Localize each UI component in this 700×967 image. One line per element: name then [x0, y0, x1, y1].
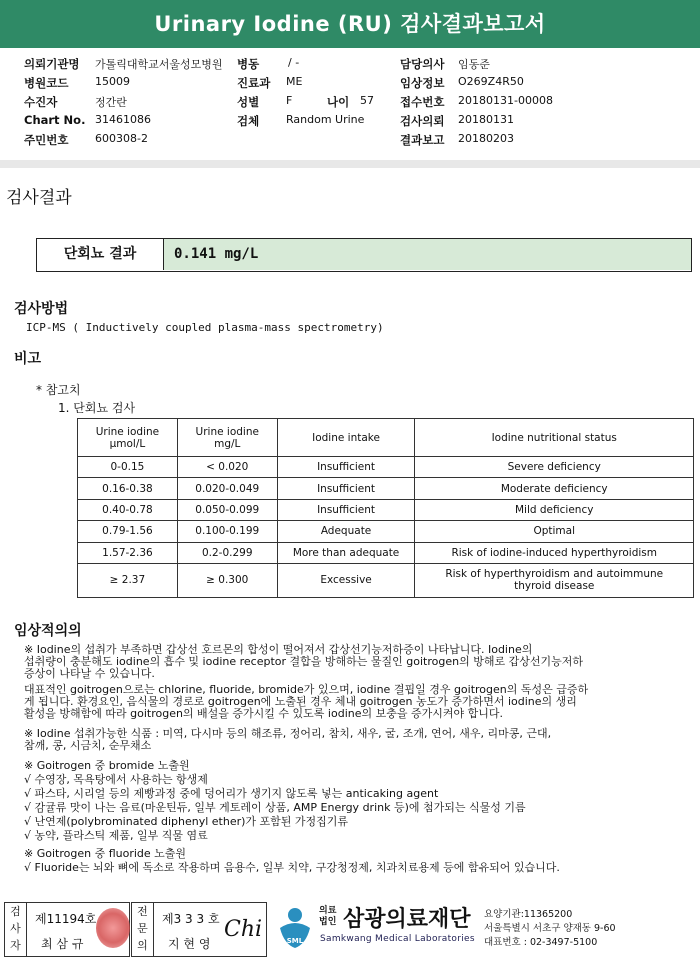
- clinical-line: ※ Goitrogen 중 bromide 노출원: [24, 759, 190, 772]
- table-row: [78, 478, 694, 499]
- info-row-3: [0, 94, 700, 112]
- table-cell: Risk of iodine-induced hyperthyroidism: [415, 542, 694, 563]
- clinical-line: 활성을 방해함에 따라 goitrogen의 배설을 증가시킬 수 있도록 iodine의 보충을 증가시켜야 합니다.: [24, 707, 503, 720]
- clinical-info-label: 임상정보: [400, 76, 445, 90]
- sex-label: 성별: [237, 95, 260, 109]
- result-box: [36, 238, 692, 272]
- specimen-label: 검체: [237, 114, 260, 128]
- col-header-mg: [177, 419, 277, 457]
- clinical-line: ※ Iodine의 섭취가 부족하면 갑상선 호르몬의 합성이 떨어져서 갑상선기능저하증이 나타납니다. Iodine의: [24, 643, 533, 656]
- table-cell: Severe deficiency: [415, 457, 694, 478]
- table-cell: Insufficient: [277, 478, 415, 499]
- col-header-intake-text: Iodine intake: [312, 431, 380, 444]
- chart-no-value: 31461086: [95, 113, 151, 126]
- resident-no-value: 600308-2: [95, 132, 148, 145]
- reference-table-header: [78, 419, 694, 457]
- table-row: [78, 563, 694, 597]
- institution-label: 의뢰기관명: [24, 57, 80, 71]
- table-cell: 1.57-2.36: [78, 542, 178, 563]
- table-cell: Insufficient: [277, 457, 415, 478]
- specialist-box: [131, 902, 267, 957]
- table-cell: < 0.020: [177, 457, 277, 478]
- org-name: 삼광의료재단: [343, 907, 471, 932]
- sml-logo-icon: [276, 906, 314, 952]
- table-row: [78, 521, 694, 542]
- col-header-status-text: Iodine nutritional status: [491, 431, 617, 444]
- receipt-no-label: 접수번호: [400, 95, 445, 109]
- reference-table: [77, 418, 694, 598]
- results-heading: 검사결과: [6, 188, 72, 208]
- result-report-value: 20180203: [458, 132, 514, 145]
- table-row: [78, 542, 694, 563]
- org-type: 의료 법인: [319, 906, 337, 927]
- hospital-code-label: 병원코드: [24, 76, 69, 90]
- method-heading: 검사방법: [14, 301, 69, 317]
- hospital-code-value: 15009: [95, 75, 130, 88]
- table-cell: Mild deficiency: [415, 499, 694, 520]
- separator-band: [0, 160, 700, 168]
- result-value: 0.141 mg/L: [164, 239, 691, 270]
- test-request-value: 20180131: [458, 113, 514, 126]
- report-title: Urinary Iodine (RU) 검사결과보고서: [0, 0, 700, 48]
- examiner-vertical-text: 검사자: [10, 905, 21, 952]
- clinical-line: 게 됩니다. 환경요인, 음식물의 경로로 goitrogen에 노출된 경우 체내 goitrogen 농도가 증가하면서 iodine의 생리: [24, 695, 577, 708]
- org-info: [484, 908, 616, 950]
- table-cell: Optimal: [415, 521, 694, 542]
- table-cell: ≥ 0.300: [177, 563, 277, 597]
- col-header-status: [415, 419, 694, 457]
- result-label: 단회뇨 결과: [37, 239, 164, 270]
- department-value: ME: [286, 75, 303, 88]
- collector-value: 정간란: [95, 96, 127, 109]
- org-english-name: Samkwang Medical Laboratories: [320, 934, 475, 944]
- col-header-umol: [78, 419, 178, 457]
- org-info-line: 요양기관:11365200: [484, 909, 573, 920]
- examiner-vertical-label: [5, 903, 27, 956]
- age-label: 나이: [327, 95, 350, 109]
- info-row-2: [0, 75, 700, 93]
- remarks-heading: 비고: [14, 351, 42, 367]
- org-info-line: 서울특별시 서초구 양재동 9-60: [484, 923, 616, 934]
- signature: Chi: [224, 917, 263, 942]
- clinical-line: √ Fluoride는 뇌와 뼈에 독소로 작용하며 음용수, 일부 치약, 구강청정제, 치과치료용제 등에 함유되어 있습니다.: [24, 861, 560, 874]
- table-cell: Excessive: [277, 563, 415, 597]
- method-text: ICP-MS ( Inductively coupled plasma-mass spectrometry): [26, 321, 384, 334]
- info-row-4: [0, 113, 700, 131]
- specialist-number: 제3 3 3 호: [162, 912, 220, 926]
- footer: [0, 900, 700, 967]
- examiner-name: 최 삼 규: [41, 937, 84, 951]
- table-cell: 0.40-0.78: [78, 499, 178, 520]
- clinical-line: √ 파스타, 시리얼 등의 제빵과정 중에 덩어리가 생기지 않도록 넣는 anticaking agent: [24, 787, 439, 800]
- clinical-line: 증상이 나타날 수 있습니다.: [24, 667, 155, 680]
- clinical-heading: 임상적의의: [14, 623, 82, 639]
- clinical-info-value: O269Z4R50: [458, 75, 524, 88]
- ward-label: 병동: [237, 57, 260, 71]
- result-report-label: 결과보고: [400, 133, 445, 147]
- specimen-value: Random Urine: [286, 113, 365, 126]
- table-cell: 0.050-0.099: [177, 499, 277, 520]
- clinical-line: 참깨, 콩, 시금치, 순무채소: [24, 739, 152, 752]
- clinical-line: ※ Goitrogen 중 fluoride 노출원: [24, 847, 187, 860]
- table-cell: More than adequate: [277, 542, 415, 563]
- table-cell: Risk of hyperthyroidism and autoimmune thyroid disease: [415, 563, 694, 597]
- table-row: [78, 457, 694, 478]
- receipt-no-value: 20180131-00008: [458, 94, 553, 107]
- table-cell: 0.020-0.049: [177, 478, 277, 499]
- table-cell: 0.16-0.38: [78, 478, 178, 499]
- clinical-line: √ 난연제(polybrominated diphenyl ether)가 포함된 가정집기류: [24, 815, 349, 828]
- age-value: 57: [360, 94, 374, 107]
- sml-logo-text: SML: [286, 937, 304, 945]
- org-info-line: 대표번호 : 02-3497-5100: [484, 937, 598, 948]
- seal-stamp: [96, 908, 130, 948]
- table-cell: 0.100-0.199: [177, 521, 277, 542]
- doctor-value: 임동준: [458, 58, 490, 71]
- doctor-label: 담당의사: [400, 57, 445, 71]
- clinical-line: √ 수영장, 목욕탕에서 사용하는 항생제: [24, 773, 208, 786]
- resident-no-label: 주민번호: [24, 133, 69, 147]
- col-header-mg-text: Urine iodine mg/L: [195, 425, 259, 450]
- reference-subheading: 1. 단회뇨 검사: [58, 401, 136, 415]
- table-cell: 0-0.15: [78, 457, 178, 478]
- col-header-intake: [277, 419, 415, 457]
- specialist-name: 지 현 영: [168, 937, 211, 951]
- institution-value: 가톨릭대학교서울성모병원: [95, 58, 223, 71]
- col-header-umol-text: Urine iodine μmol/L: [95, 425, 160, 450]
- clinical-line: ※ Iodine 섭취가능한 식품 : 미역, 다시마 등의 해조류, 정어리, 참치, 새우, 굴, 조개, 연어, 새우, 리마콩, 근대,: [24, 727, 552, 740]
- table-cell: 0.79-1.56: [78, 521, 178, 542]
- clinical-line: √ 농약, 플라스틱 제품, 일부 직물 염료: [24, 829, 208, 842]
- clinical-line: √ 감귤류 맛이 나는 음료(마운틴듀, 일부 게토레이 상품, AMP Energy drink 등)에 첨가되는 식물성 기름: [24, 801, 526, 814]
- collector-label: 수진자: [24, 95, 58, 109]
- specialist-vertical-label: [132, 903, 154, 956]
- examiner-number: 제11194호: [35, 912, 97, 926]
- table-cell: ≥ 2.37: [78, 563, 178, 597]
- table-cell: Insufficient: [277, 499, 415, 520]
- reference-heading: * 참고치: [36, 383, 81, 397]
- table-cell: Adequate: [277, 521, 415, 542]
- table-row: [78, 499, 694, 520]
- clinical-line: 대표적인 goitrogen으로는 chlorine, fluoride, bromide가 있으며, iodine 결핍일 경우 goitrogen의 독성은 급증하: [24, 683, 589, 696]
- test-request-label: 검사의뢰: [400, 114, 445, 128]
- info-row-1: [0, 56, 700, 74]
- specialist-vertical-text: 전문의: [137, 905, 148, 952]
- sex-value: F: [286, 94, 293, 107]
- ward-value: / -: [288, 56, 300, 69]
- chart-no-label: Chart No.: [24, 113, 86, 127]
- table-cell: Moderate deficiency: [415, 478, 694, 499]
- table-cell: 0.2-0.299: [177, 542, 277, 563]
- info-row-5: [0, 132, 700, 150]
- clinical-line: 섭취량이 충분해도 iodine의 흡수 및 iodine receptor 결합을 방해하는 물질인 goitrogen의 방해로 갑상선기능저하: [24, 655, 583, 668]
- department-label: 진료과: [237, 76, 271, 90]
